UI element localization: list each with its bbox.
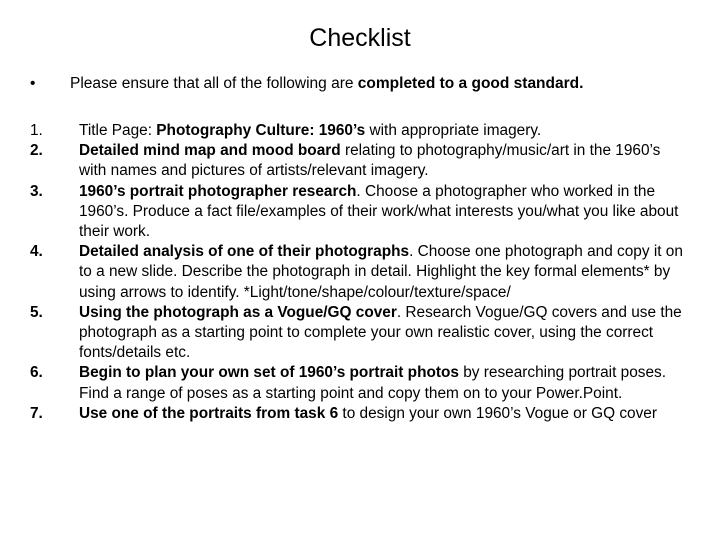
item-text	[79, 121, 690, 141]
item-text	[79, 242, 690, 303]
item-text	[79, 141, 690, 181]
item-text	[79, 404, 690, 424]
bullet-icon: •	[30, 75, 36, 92]
item-number: 7.	[30, 404, 43, 422]
item-number: 5.	[30, 303, 43, 321]
item-number: 3.	[30, 182, 43, 200]
item-text-post: with appropriate imagery.	[365, 122, 542, 139]
intro-text-bold: completed to a good standard.	[357, 75, 584, 92]
item-number: 4.	[30, 243, 43, 261]
item-text-bold: Detailed analysis of one of their photographs	[79, 243, 410, 261]
list-item	[30, 303, 690, 364]
item-text-bold: Begin to plan your own set of 1960’s portrait photos	[79, 364, 459, 382]
item-text	[79, 363, 690, 403]
list-item	[30, 141, 690, 181]
item-text	[79, 303, 690, 364]
item-text-post: . Research Vogue/GQ covers and use the photograph as a starting point to complete your own realistic cover, using the correct fonts/details etc.	[79, 303, 682, 362]
item-text-post: . Choose one photograph and copy it on to a new slide. Describe the photograph in detail. Highlight the key formal elements* by using arrows to identify. *Light/tone/shape/colour/texture/space/	[79, 243, 683, 301]
item-number: 1.	[30, 122, 43, 139]
item-text-bold: 1960’s portrait photographer research	[79, 182, 357, 200]
item-number: 6.	[30, 364, 43, 382]
item-text	[79, 182, 690, 243]
item-text-bold: Photography Culture: 1960’s	[156, 122, 366, 139]
intro-text	[70, 74, 583, 94]
item-text-bold: Detailed mind map and mood board	[79, 142, 341, 160]
list-item	[30, 404, 690, 424]
page-title: Checklist	[309, 24, 411, 52]
item-text-post: . Choose a photographer who worked in the 1960’s. Produce a fact file/examples of their work/what interests you/what you like about their work.	[79, 182, 679, 241]
item-text-pre: Title Page:	[79, 122, 157, 139]
list-item	[30, 121, 690, 141]
intro-text-plain: Please ensure that all of the following are	[70, 75, 358, 92]
checklist	[30, 121, 690, 424]
item-text-post: to design your own 1960’s Vogue or GQ cover	[338, 404, 657, 422]
list-item	[30, 242, 690, 303]
item-number: 2.	[30, 142, 43, 160]
item-text-bold: Use one of the portraits from task 6	[79, 404, 339, 422]
item-text-bold: Using the photograph as a Vogue/GQ cover	[79, 303, 397, 321]
item-text-post: by researching portrait poses. Find a range of poses as a starting point and copy them on to your Power.Point.	[79, 364, 666, 402]
list-item	[30, 182, 690, 243]
intro-bullet-line	[30, 74, 690, 94]
list-item	[30, 363, 690, 403]
item-text-post: relating to photography/music/art in the 1960’s with names and pictures of artists/relevant imagery.	[79, 142, 661, 180]
